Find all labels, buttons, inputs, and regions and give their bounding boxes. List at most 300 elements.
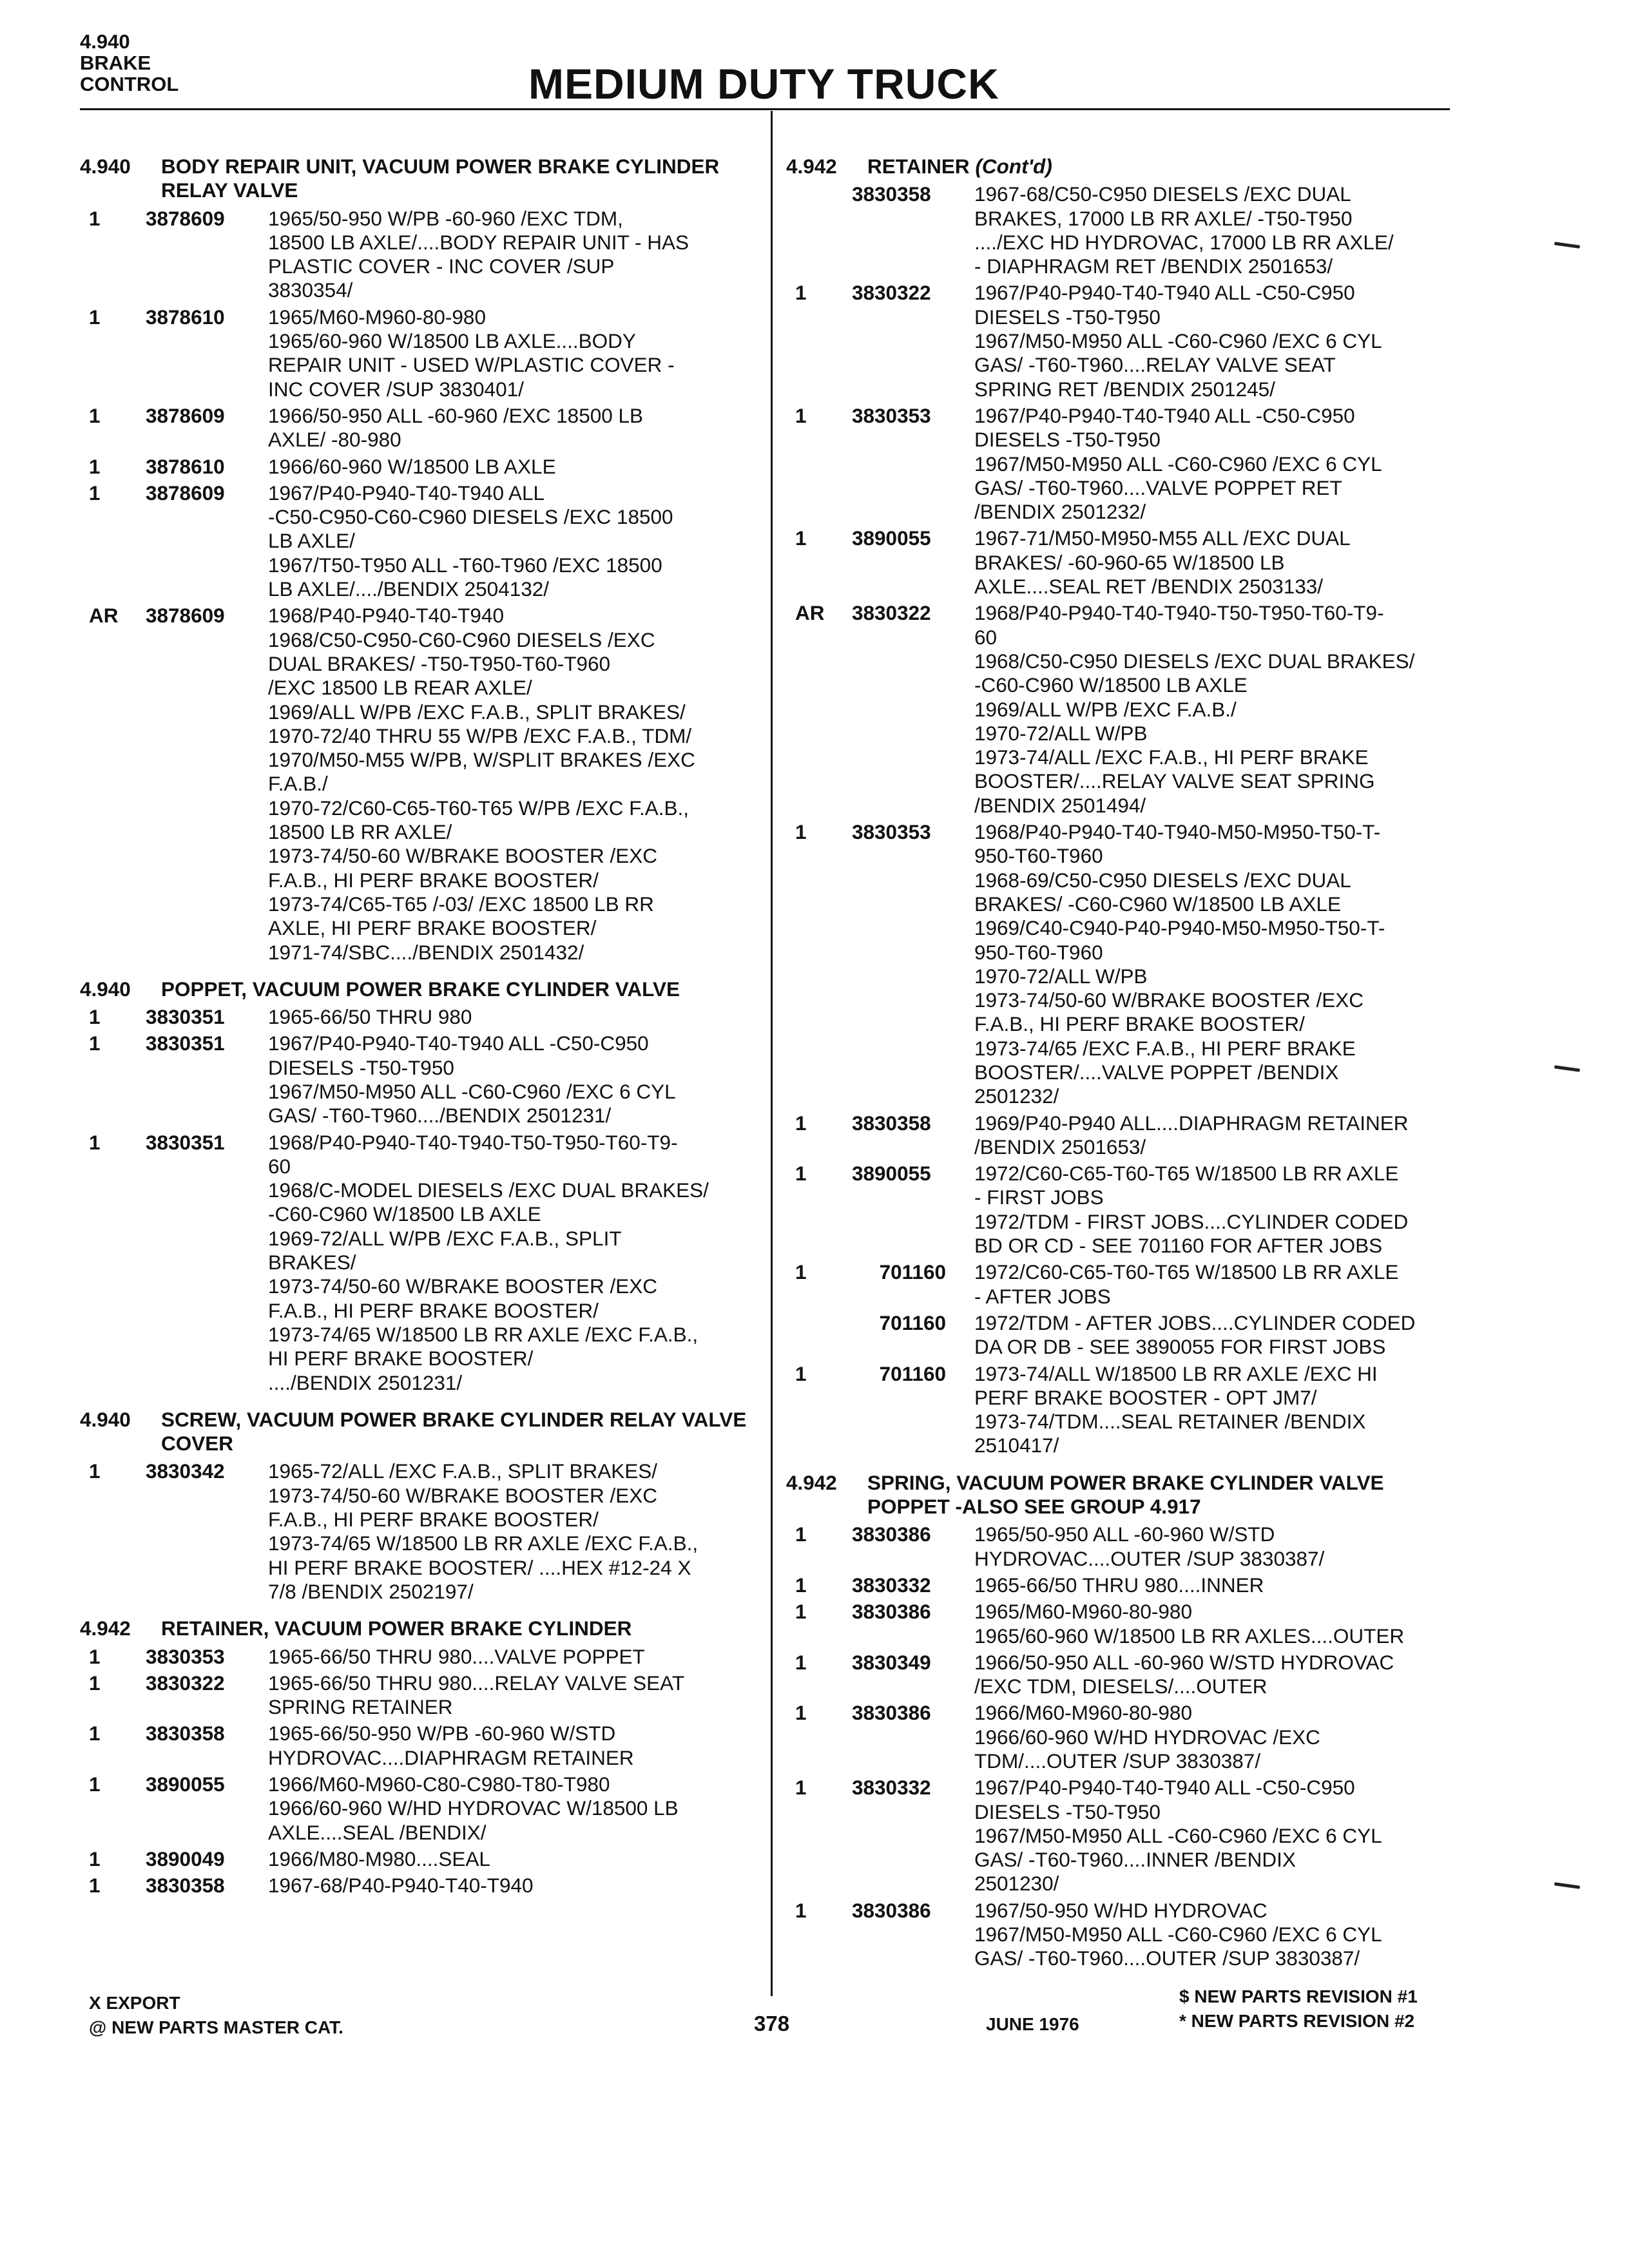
right-column xyxy=(786,155,1456,1984)
part-number: 3830342 xyxy=(146,1459,225,1483)
part-number: 3830353 xyxy=(852,403,931,427)
part-quantity: 1 xyxy=(795,1111,807,1135)
description-line: 1973-74/65 /EXC F.A.B., HI PERF BRAKE xyxy=(974,1036,1356,1060)
description-line: 1973-74/ALL /EXC F.A.B., HI PERF BRAKE xyxy=(974,745,1369,769)
part-number: 3878610 xyxy=(146,305,225,329)
description-line: 1967/T50-T950 ALL -T60-T960 /EXC 18500 xyxy=(268,553,662,577)
description-line: HYDROVAC....DIAPHRAGM RETAINER xyxy=(268,1745,634,1769)
description-line: - AFTER JOBS xyxy=(974,1284,1111,1308)
part-number: 3830386 xyxy=(852,1701,931,1725)
section-title-text: POPPET, VACUUM POWER BRAKE CYLINDER VALVE xyxy=(161,977,680,1001)
description-line: 1967-68/P40-P940-T40-T940 xyxy=(268,1874,534,1898)
description-line: 1973-74/ALL W/18500 LB RR AXLE /EXC HI xyxy=(974,1361,1378,1385)
header-rule xyxy=(80,108,1450,110)
part-number: 3890049 xyxy=(146,1847,225,1870)
part-quantity: 1 xyxy=(795,1898,807,1922)
part-description xyxy=(268,481,750,601)
part-number: 3830349 xyxy=(852,1650,931,1674)
description-line: 1967/M50-M950 ALL -C60-C960 /EXC 6 CYL xyxy=(268,1079,676,1103)
section-number: 4.940 xyxy=(80,977,131,1001)
part-number: 3890055 xyxy=(852,1162,931,1186)
part-entry xyxy=(80,1671,750,1720)
part-quantity: 1 xyxy=(89,1722,101,1745)
description-line: F.A.B./ xyxy=(268,772,328,796)
part-entry xyxy=(80,1459,750,1604)
description-line: -C60-C960 W/18500 LB AXLE xyxy=(268,1202,541,1226)
section-title xyxy=(867,155,1456,178)
description-line: BRAKES/ -60-960-65 W/18500 LB xyxy=(974,550,1285,574)
description-line: 1968/P40-P940-T40-T940-T50-T950-T60-T9- xyxy=(268,1130,678,1154)
description-line: 2510417/ xyxy=(974,1434,1059,1457)
margin-tick-mark xyxy=(1554,1882,1580,1889)
part-entry xyxy=(786,1162,1456,1258)
description-line: DA OR DB - SEE 3890055 FOR FIRST JOBS xyxy=(974,1335,1386,1359)
description-line: 1968/C50-C950 DIESELS /EXC DUAL BRAKES/ xyxy=(974,649,1415,673)
description-line: DIESELS -T50-T950 xyxy=(268,1055,454,1079)
description-line: - DIAPHRAGM RET /BENDIX 2501653/ xyxy=(974,255,1333,278)
description-line: 18500 LB AXLE/....BODY REPAIR UNIT - HAS xyxy=(268,230,689,254)
part-quantity: AR xyxy=(89,604,119,628)
part-description xyxy=(974,1260,1456,1309)
description-line: 1973-74/50-60 W/BRAKE BOOSTER /EXC xyxy=(268,1274,657,1298)
page-number: 378 xyxy=(754,2012,790,2035)
section-continued: (Cont'd) xyxy=(975,155,1052,178)
description-line: 1973-74/50-60 W/BRAKE BOOSTER /EXC xyxy=(268,1483,657,1507)
part-entry xyxy=(80,1773,750,1845)
part-entry xyxy=(786,1701,1456,1773)
footer-master-cat: @ NEW PARTS MASTER CAT. xyxy=(89,2017,343,2037)
section-heading xyxy=(80,1617,750,1640)
part-number: 3830386 xyxy=(852,1523,931,1546)
part-entry xyxy=(786,820,1456,1109)
margin-tick-mark xyxy=(1554,1065,1580,1072)
description-line: /EXC TDM, DIESELS/....OUTER xyxy=(974,1675,1268,1698)
section-title-text: SCREW, VACUUM POWER BRAKE CYLINDER RELAY VALVE COVER xyxy=(161,1407,747,1456)
part-quantity: 1 xyxy=(89,206,101,230)
description-line: 1967/M50-M950 ALL -C60-C960 /EXC 6 CYL xyxy=(974,329,1382,353)
part-number: 3830358 xyxy=(852,182,931,206)
part-description xyxy=(268,207,750,303)
description-line: 1965-72/ALL /EXC F.A.B., SPLIT BRAKES/ xyxy=(268,1459,658,1483)
part-quantity xyxy=(786,1311,852,1360)
part-number: 3830386 xyxy=(852,1600,931,1624)
description-line: AXLE, HI PERF BRAKE BOOSTER/ xyxy=(268,916,597,940)
section-title xyxy=(161,977,750,1001)
description-line: 1968/P40-P940-T40-T940-M50-M950-T50-T- xyxy=(974,820,1381,844)
description-line: 18500 LB RR AXLE/ xyxy=(268,820,452,844)
footer-revision-1: $ NEW PARTS REVISION #1 xyxy=(1179,1986,1418,2006)
part-description xyxy=(974,281,1456,401)
header-group-line2: CONTROL xyxy=(80,73,179,95)
part-description xyxy=(974,1362,1456,1458)
section-title xyxy=(867,1471,1456,1519)
description-line: ..../BENDIX 2501231/ xyxy=(268,1370,463,1394)
part-entry xyxy=(80,207,750,303)
description-line: HI PERF BRAKE BOOSTER/ ....HEX #12-24 X xyxy=(268,1555,691,1579)
part-description xyxy=(268,1722,750,1770)
description-line: BOOSTER/....RELAY VALVE SEAT SPRING xyxy=(974,769,1375,793)
description-line: 1973-74/65 W/18500 LB RR AXLE /EXC F.A.B., xyxy=(268,1532,699,1555)
section-title xyxy=(161,1408,750,1456)
description-line: SPRING RETAINER xyxy=(268,1695,453,1719)
part-description xyxy=(268,1874,750,1898)
description-line: BOOSTER/....VALVE POPPET /BENDIX xyxy=(974,1060,1339,1084)
description-line: 1966/60-960 W/18500 LB AXLE xyxy=(268,454,556,478)
description-line: GAS/ -T60-T960....VALVE POPPET RET xyxy=(974,476,1342,499)
part-description xyxy=(974,404,1456,524)
part-number: 3830386 xyxy=(852,1898,931,1922)
part-entry xyxy=(786,1111,1456,1160)
part-entry xyxy=(786,1362,1456,1458)
header-code-block xyxy=(80,31,178,95)
part-quantity: 1 xyxy=(89,305,101,329)
description-line: 950-T60-T960 xyxy=(974,844,1103,868)
part-quantity: 1 xyxy=(89,481,101,505)
part-number: 3830322 xyxy=(852,601,931,625)
part-description xyxy=(974,1600,1456,1648)
description-line: 1971-74/SBC..../BENDIX 2501432/ xyxy=(268,940,584,964)
section-title-text: SPRING, VACUUM POWER BRAKE CYLINDER VALVE POPPET -ALSO SEE GROUP 4.917 xyxy=(867,1470,1384,1519)
part-quantity: 1 xyxy=(795,1523,807,1546)
part-number: 3830322 xyxy=(146,1671,225,1695)
description-line: -C60-C960 W/18500 LB AXLE xyxy=(974,673,1248,697)
part-number: 3878609 xyxy=(146,206,225,230)
section-heading xyxy=(80,977,750,1001)
description-line: 1965/60-960 W/18500 LB RR AXLES....OUTER xyxy=(974,1624,1405,1648)
part-quantity: 1 xyxy=(795,820,807,844)
description-line: 60 xyxy=(974,625,998,649)
description-line: 1965-66/50 THRU 980....VALVE POPPET xyxy=(268,1644,645,1668)
part-number: 3830358 xyxy=(852,1111,931,1135)
description-line: 1965-66/50 THRU 980....INNER xyxy=(974,1573,1264,1597)
footer-revision-2: * NEW PARTS REVISION #2 xyxy=(1179,2011,1415,2031)
part-description xyxy=(268,604,750,964)
part-quantity: 1 xyxy=(795,1776,807,1800)
margin-tick-mark xyxy=(1554,242,1580,249)
part-quantity: 1 xyxy=(89,1459,101,1483)
part-description xyxy=(974,601,1456,818)
section-number: 4.942 xyxy=(786,1470,837,1494)
footer-export: X EXPORT xyxy=(89,1993,180,2013)
header-code: 4.940 xyxy=(80,30,130,53)
part-description xyxy=(974,1311,1456,1360)
section-heading xyxy=(80,1408,750,1456)
part-description xyxy=(974,182,1456,278)
part-entry xyxy=(786,1776,1456,1896)
part-description xyxy=(974,1573,1456,1597)
part-number: 3878609 xyxy=(146,481,225,505)
description-line: 1973-74/TDM....SEAL RETAINER /BENDIX xyxy=(974,1410,1366,1434)
part-number: 3830351 xyxy=(146,1005,225,1029)
description-line: 1968/P40-P940-T40-T940 xyxy=(268,604,504,628)
description-line: 1967/P40-P940-T40-T940 ALL xyxy=(268,481,545,505)
description-line: 3830354/ xyxy=(268,278,353,302)
part-quantity: 1 xyxy=(795,1361,807,1385)
part-quantity: AR xyxy=(795,601,825,625)
left-column xyxy=(80,155,750,1910)
part-quantity: 1 xyxy=(89,1032,101,1055)
part-entry xyxy=(786,526,1456,599)
part-number: 3830353 xyxy=(146,1644,225,1668)
part-quantity: 1 xyxy=(795,526,807,550)
description-line: -C50-C950-C60-C960 DIESELS /EXC 18500 xyxy=(268,505,673,529)
description-line: PERF BRAKE BOOSTER - OPT JM7/ xyxy=(974,1385,1317,1409)
section-title xyxy=(161,155,750,203)
part-quantity: 1 xyxy=(89,1847,101,1870)
description-line: 7/8 /BENDIX 2502197/ xyxy=(268,1579,474,1603)
description-line: 1973-74/50-60 W/BRAKE BOOSTER /EXC xyxy=(974,988,1364,1012)
part-entry xyxy=(786,1523,1456,1571)
description-line: BRAKES/ xyxy=(268,1251,356,1274)
part-entry xyxy=(80,305,750,401)
part-quantity: 1 xyxy=(795,1260,807,1284)
description-line: /BENDIX 2501494/ xyxy=(974,793,1146,817)
section-heading xyxy=(786,155,1456,178)
description-line: GAS/ -T60-T960....OUTER /SUP 3830387/ xyxy=(974,1946,1360,1970)
description-line: 1965-66/50 THRU 980 xyxy=(268,1005,472,1029)
part-entry xyxy=(80,1032,750,1128)
part-number: 3830358 xyxy=(146,1722,225,1745)
description-line: 1965-66/50 THRU 980....RELAY VALVE SEAT xyxy=(268,1671,685,1695)
description-line: 1968/C50-C950-C60-C960 DIESELS /EXC xyxy=(268,628,655,651)
part-description xyxy=(268,1645,750,1669)
section-number: 4.940 xyxy=(80,1407,131,1431)
section-title-text: RETAINER xyxy=(867,155,970,178)
description-line: 1972/C60-C65-T60-T65 W/18500 LB RR AXLE xyxy=(974,1162,1399,1186)
description-line: 2501230/ xyxy=(974,1872,1059,1896)
part-entry xyxy=(80,455,750,479)
description-line: AXLE....SEAL RET /BENDIX 2503133/ xyxy=(974,575,1324,599)
description-line: 1973-74/C65-T65 /-03/ /EXC 18500 LB RR xyxy=(268,892,654,916)
part-quantity: 1 xyxy=(89,1130,101,1154)
part-number: 3890055 xyxy=(852,526,931,550)
part-entry xyxy=(786,1311,1456,1360)
part-entry xyxy=(80,1847,750,1871)
description-line: 1967/P40-P940-T40-T940 ALL -C50-C950 xyxy=(974,403,1355,427)
description-line: LB AXLE/ xyxy=(268,529,355,553)
description-line: - FIRST JOBS xyxy=(974,1186,1104,1209)
part-quantity: 1 xyxy=(89,1874,101,1898)
description-line: 1970-72/40 THRU 55 W/PB /EXC F.A.B., TDM/ xyxy=(268,724,692,747)
description-line: 60 xyxy=(268,1154,291,1178)
description-line: F.A.B., HI PERF BRAKE BOOSTER/ xyxy=(268,1508,599,1532)
part-number: 3830332 xyxy=(852,1573,931,1597)
part-quantity: 1 xyxy=(795,1650,807,1674)
part-quantity xyxy=(786,182,852,278)
parts-section xyxy=(786,1471,1456,1971)
part-description xyxy=(974,1701,1456,1773)
part-description xyxy=(974,1162,1456,1258)
description-line: 1967/50-950 W/HD HYDROVAC xyxy=(974,1898,1268,1922)
part-number: 3830332 xyxy=(852,1776,931,1800)
header-group-line1: BRAKE xyxy=(80,52,151,74)
part-entry xyxy=(80,1645,750,1669)
description-line: 1968/P40-P940-T40-T940-T50-T950-T60-T9- xyxy=(974,601,1384,625)
description-line: 1970/M50-M55 W/PB, W/SPLIT BRAKES /EXC xyxy=(268,748,695,772)
part-entry xyxy=(786,601,1456,818)
part-number: 3830351 xyxy=(146,1032,225,1055)
column-divider xyxy=(771,111,773,1996)
footer-legend-left xyxy=(89,1991,343,2040)
parts-section xyxy=(786,155,1456,1458)
description-line: 1970-72/C60-C65-T60-T65 W/PB /EXC F.A.B., xyxy=(268,796,689,820)
description-line: 1973-74/50-60 W/BRAKE BOOSTER /EXC xyxy=(268,844,657,868)
part-description xyxy=(268,1459,750,1604)
description-line: 1967/P40-P940-T40-T940 ALL -C50-C950 xyxy=(974,1776,1355,1800)
part-description xyxy=(974,1651,1456,1699)
part-quantity: 1 xyxy=(89,1671,101,1695)
description-line: 1966/50-950 ALL -60-960 W/STD HYDROVAC xyxy=(974,1650,1394,1674)
description-line: SPRING RET /BENDIX 2501245/ xyxy=(974,377,1275,401)
description-line: 1965-66/50-950 W/PB -60-960 W/STD xyxy=(268,1722,616,1745)
description-line: DIESELS -T50-T950 xyxy=(974,428,1161,452)
description-line: 1972/TDM - AFTER JOBS....CYLINDER CODED xyxy=(974,1311,1416,1334)
description-line: 1966/50-950 ALL -60-960 /EXC 18500 LB xyxy=(268,403,644,427)
description-line: 1966/M80-M980....SEAL xyxy=(268,1847,490,1870)
description-line: 1970-72/ALL W/PB xyxy=(974,721,1148,745)
part-description xyxy=(974,1111,1456,1160)
part-quantity: 1 xyxy=(89,1644,101,1668)
description-line: 1965/50-950 ALL -60-960 W/STD xyxy=(974,1523,1275,1546)
part-description xyxy=(268,1671,750,1720)
part-description xyxy=(974,820,1456,1109)
part-entry xyxy=(80,404,750,452)
section-heading xyxy=(786,1471,1456,1519)
part-description xyxy=(268,1847,750,1871)
part-number: 3830322 xyxy=(852,281,931,305)
description-line: BD OR CD - SEE 701160 FOR AFTER JOBS xyxy=(974,1234,1383,1258)
description-line: F.A.B., HI PERF BRAKE BOOSTER/ xyxy=(268,1298,599,1322)
description-line: /BENDIX 2501232/ xyxy=(974,500,1146,524)
part-number: 701160 xyxy=(879,1311,946,1334)
part-quantity: 1 xyxy=(89,454,101,478)
description-line: 1969/ALL W/PB /EXC F.A.B., SPLIT BRAKES/ xyxy=(268,700,686,724)
description-line: TDM/....OUTER /SUP 3830387/ xyxy=(974,1749,1261,1773)
section-number: 4.942 xyxy=(80,1617,131,1640)
part-entry xyxy=(786,1260,1456,1309)
description-line: GAS/ -T60-T960....INNER /BENDIX xyxy=(974,1848,1296,1872)
description-line: GAS/ -T60-T960....RELAY VALVE SEAT xyxy=(974,353,1336,377)
section-number: 4.942 xyxy=(786,155,837,178)
description-line: 1965/M60-M960-80-980 xyxy=(974,1600,1192,1624)
part-entry xyxy=(80,604,750,964)
description-line: 1969/P40-P940 ALL....DIAPHRAGM RETAINER xyxy=(974,1111,1409,1135)
description-line: 1970-72/ALL W/PB xyxy=(974,964,1148,988)
part-quantity: 1 xyxy=(795,1162,807,1186)
description-line: PLASTIC COVER - INC COVER /SUP xyxy=(268,255,615,278)
description-line: 1967/M50-M950 ALL -C60-C960 /EXC 6 CYL xyxy=(974,1923,1382,1946)
part-entry xyxy=(786,1651,1456,1699)
part-number: 3878609 xyxy=(146,604,225,628)
description-line: /BENDIX 2501653/ xyxy=(974,1135,1146,1158)
description-line: BRAKES/ -C60-C960 W/18500 LB AXLE xyxy=(974,892,1342,916)
description-line: 1966/60-960 W/HD HYDROVAC /EXC xyxy=(974,1725,1320,1749)
description-line: 1967/M50-M950 ALL -C60-C960 /EXC 6 CYL xyxy=(974,1823,1382,1847)
part-description xyxy=(268,404,750,452)
description-line: F.A.B., HI PERF BRAKE BOOSTER/ xyxy=(268,868,599,892)
description-line: 1968-69/C50-C950 DIESELS /EXC DUAL xyxy=(974,868,1351,892)
part-quantity: 1 xyxy=(89,1005,101,1029)
part-quantity: 1 xyxy=(89,403,101,427)
part-quantity: 1 xyxy=(89,1773,101,1796)
description-line: AXLE/ -80-980 xyxy=(268,428,401,452)
part-entry xyxy=(786,1573,1456,1597)
part-entry xyxy=(80,481,750,601)
part-entry xyxy=(786,1899,1456,1971)
description-line: 1966/60-960 W/HD HYDROVAC W/18500 LB xyxy=(268,1796,679,1820)
footer-date: JUNE 1976 xyxy=(986,2014,1079,2034)
description-line: DIESELS -T50-T950 xyxy=(974,305,1161,329)
parts-section xyxy=(80,1617,750,1898)
description-line: F.A.B., HI PERF BRAKE BOOSTER/ xyxy=(974,1012,1305,1036)
description-line: 1969-72/ALL W/PB /EXC F.A.B., SPLIT xyxy=(268,1226,622,1250)
description-line: INC COVER /SUP 3830401/ xyxy=(268,377,524,401)
description-line: 1965/50-950 W/PB -60-960 /EXC TDM, xyxy=(268,206,623,230)
part-entry xyxy=(80,1874,750,1898)
part-entry xyxy=(80,1722,750,1770)
part-entry xyxy=(80,1005,750,1029)
part-number: 3830353 xyxy=(852,820,931,844)
part-description xyxy=(974,1899,1456,1971)
part-number: 3830358 xyxy=(146,1874,225,1898)
part-number: 701160 xyxy=(879,1260,946,1284)
part-description xyxy=(268,1005,750,1029)
footer-legend-right xyxy=(1179,1984,1418,2033)
description-line: BRAKES, 17000 LB RR AXLE/ -T50-T950 xyxy=(974,206,1353,230)
section-number: 4.940 xyxy=(80,155,131,178)
page-title: MEDIUM DUTY TRUCK xyxy=(528,60,999,108)
part-entry xyxy=(786,404,1456,524)
parts-section xyxy=(80,1408,750,1604)
section-heading xyxy=(80,155,750,203)
parts-section xyxy=(80,977,750,1395)
part-description xyxy=(268,305,750,401)
part-entry xyxy=(786,281,1456,401)
description-line: 1972/C60-C65-T60-T65 W/18500 LB RR AXLE xyxy=(974,1260,1399,1284)
description-line: 1967/P40-P940-T40-T940 ALL -C50-C950 xyxy=(268,1032,649,1055)
part-quantity: 1 xyxy=(795,1701,807,1725)
part-description xyxy=(268,1773,750,1845)
part-description xyxy=(974,526,1456,599)
description-line: 950-T60-T960 xyxy=(974,940,1103,964)
description-line: 1966/M60-M960-80-980 xyxy=(974,1701,1192,1725)
part-description xyxy=(974,1776,1456,1896)
part-number: 3890055 xyxy=(146,1773,225,1796)
parts-section xyxy=(80,155,750,965)
description-line: 1973-74/65 W/18500 LB RR AXLE /EXC F.A.B., xyxy=(268,1322,699,1346)
description-line: REPAIR UNIT - USED W/PLASTIC COVER - xyxy=(268,353,675,377)
part-quantity: 1 xyxy=(795,1573,807,1597)
description-line: 2501232/ xyxy=(974,1084,1059,1108)
description-line: 1967-68/C50-C950 DIESELS /EXC DUAL xyxy=(974,182,1351,206)
part-quantity: 1 xyxy=(795,281,807,305)
part-number: 3878609 xyxy=(146,403,225,427)
part-description xyxy=(268,1032,750,1128)
section-title-text: BODY REPAIR UNIT, VACUUM POWER BRAKE CYLINDER RELAY VALVE xyxy=(161,155,720,202)
description-line: 1966/M60-M960-C80-C980-T80-T980 xyxy=(268,1773,610,1796)
part-quantity: 1 xyxy=(795,1600,807,1624)
description-line: HI PERF BRAKE BOOSTER/ xyxy=(268,1347,534,1370)
description-line: 1967-71/M50-M950-M55 ALL /EXC DUAL xyxy=(974,526,1351,550)
description-line: 1969/C40-C940-P40-P940-M50-M950-T50-T- xyxy=(974,916,1385,940)
section-title-text: RETAINER, VACUUM POWER BRAKE CYLINDER xyxy=(161,1617,632,1640)
description-line: AXLE....SEAL /BENDIX/ xyxy=(268,1820,487,1844)
section-title xyxy=(161,1617,750,1640)
part-description xyxy=(268,1131,750,1395)
description-line: DUAL BRAKES/ -T50-T950-T60-T960 xyxy=(268,651,611,675)
part-entry xyxy=(80,1131,750,1395)
part-description xyxy=(974,1523,1456,1571)
